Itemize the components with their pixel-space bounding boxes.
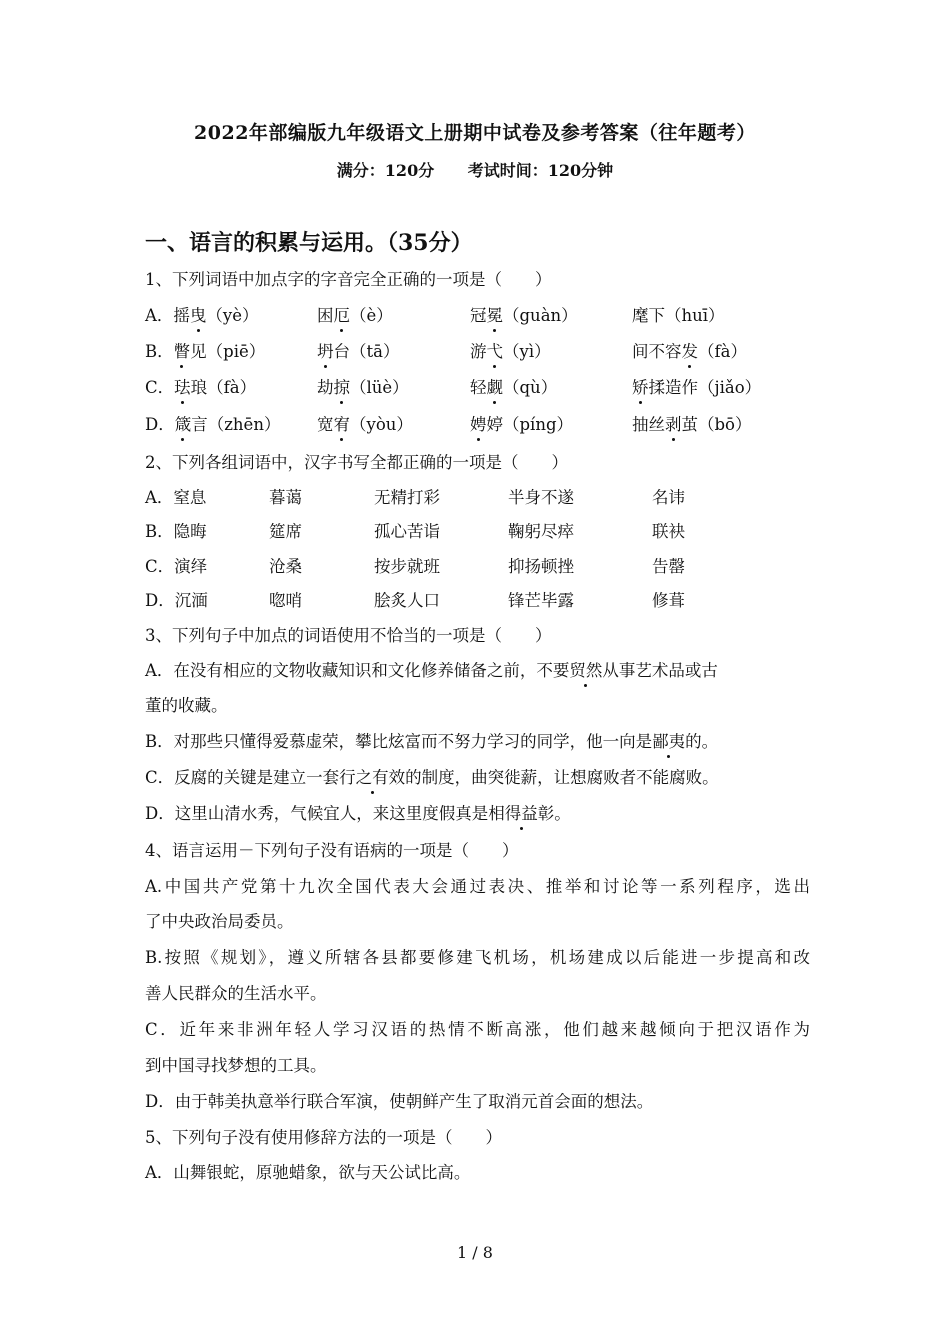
q5-stem: 5、下列句子没有使用修辞方法的一项是（ ） [145,1128,502,1147]
q2-word: C．演绎 [145,557,208,576]
q3-option-c: C．反腐的关键是建立一套行之有效的制度，曲突徙薪，让想腐败者不能腐败。 [145,764,719,788]
q4-stem: 4、语言运用－下列句子没有语病的一项是（ ） [145,841,519,860]
emphasis-word: 相得益彰 [488,800,554,824]
q4-option-a-cont: 了中央政治局委员。 [145,912,294,931]
q4-option-d: D．由于韩美执意举行联合军演，使朝鲜产生了取消元首会面的想法。 [145,1092,654,1111]
q1-option: 游弋（yì） [470,338,551,362]
full-score: 满分：120分 [336,161,435,180]
emphasis-word: 贸然 [569,657,602,681]
emphasis-char: 箴 [175,411,192,435]
q1-option: C．珐琅（fà） [145,374,256,398]
q1-option: 间不容发（fà） [632,338,747,362]
q4-option-b: B.按照《规划》，遵义所辖各县都要修建飞机场，机场建成以后能进一步提高和改 [145,948,810,967]
q1-stem: 1、下列词语中加点字的字音完全正确的一项是（ ） [145,270,552,289]
emphasis-char: 厄 [334,302,351,326]
emphasis-char: 矫 [632,374,649,398]
q1-option: 矫揉造作（jiǎo） [632,374,761,398]
q2-word: 无精打彩 [374,488,440,507]
page-number: 1 / 8 [457,1243,493,1262]
emphasis-word: 行之有效 [339,764,405,788]
exam-time: 考试时间：120分钟 [467,161,614,180]
emphasis-char: 珐 [174,374,191,398]
q1-option: 轻觑（qù） [470,374,557,398]
q2-word: B．隐晦 [145,522,207,541]
q2-stem: 2、下列各组词语中，汉字书写全都正确的一项是（ ） [145,453,568,472]
q2-word: 半身不遂 [508,488,574,507]
emphasis-char: 掠 [334,374,351,398]
q2-word: D．沉湎 [145,591,208,610]
section-heading: 一、语言的积累与运用。（35分） [145,230,473,256]
q1-option: B．瞥见（piē） [145,338,265,362]
q2-word: 唿哨 [269,591,302,610]
emphasis-char: 觑 [487,374,504,398]
q1-option: 困厄（è） [317,302,393,326]
emphasis-char: 宥 [334,411,351,435]
emphasis-char: 剥 [665,411,682,435]
emphasis-char: 曳 [190,302,207,326]
q1-option: A．摇曳（yè） [145,302,259,326]
emphasis-char: 发 [682,338,699,362]
q2-word: 脍炙人口 [374,591,440,610]
q4-option-b-cont: 善人民群众的生活水平。 [145,984,327,1003]
q1-option: 冠冕（guàn） [470,302,578,326]
exam-title: 2022年部编版九年级语文上册期中试卷及参考答案（往年题考） [194,122,756,144]
emphasis-word: 鄙夷 [652,728,685,752]
q4-option-c-cont: 到中国寻找梦想的工具。 [145,1056,327,1075]
q1-option: 坍台（tā） [317,338,399,362]
emphasis-char: 冕 [487,302,504,326]
q2-word: 鞠躬尽瘁 [508,522,574,541]
emphasis-char: 瞥 [174,338,191,362]
q2-word: A．窒息 [145,488,207,507]
q1-option: 麾下（huī） [632,306,725,325]
q2-word: 筵席 [269,522,302,541]
q3-option-b: B．对那些只懂得爱慕虚荣，攀比炫富而不努力学习的同学，他一向是鄙夷的。 [145,728,718,752]
emphasis-char: 弋 [487,338,504,362]
q1-option: 抽丝剥茧（bō） [632,411,752,435]
q1-option: 娉婷（píng） [470,411,573,435]
q2-word: 锋芒毕露 [508,591,574,610]
q1-option: D．箴言（zhēn） [145,411,280,435]
q2-word: 孤心苦诣 [374,522,440,541]
q2-word: 暮蔼 [269,488,302,507]
q1-option: 劫掠（lüè） [317,374,409,398]
exam-subtitle [0,158,950,181]
q2-word: 沧桑 [269,557,302,576]
q5-option-a: A．山舞银蛇，原驰蜡象，欲与天公试比高。 [145,1163,471,1182]
q4-option-a: A.中国共产党第十九次全国代表大会通过表决、推举和讨论等一系列程序，选出 [145,877,810,896]
emphasis-char: 坍 [317,338,334,362]
emphasis-char: 娉 [470,411,487,435]
q3-option-d: D．这里山清水秀，气候宜人，来这里度假真是相得益彰。 [145,800,571,824]
q2-word: 告罄 [652,557,685,576]
q2-word: 抑扬顿挫 [508,557,574,576]
q3-stem: 3、下列句子中加点的词语使用不恰当的一项是（ ） [145,626,552,645]
q4-option-c: C．近年来非洲年轻人学习汉语的热情不断高涨，他们越来越倾向于把汉语作为 [145,1020,810,1039]
q2-word: 按步就班 [374,557,440,576]
q2-word: 名讳 [652,488,685,507]
q1-option: 宽宥（yòu） [317,411,413,435]
q3-option-a: A．在没有相应的文物收藏知识和文化修养储备之前，不要贸然从事艺术品或古 [145,657,718,681]
q3-option-a-cont: 董的收藏。 [145,696,228,715]
q2-word: 联袂 [652,522,685,541]
q2-word: 修葺 [652,591,685,610]
